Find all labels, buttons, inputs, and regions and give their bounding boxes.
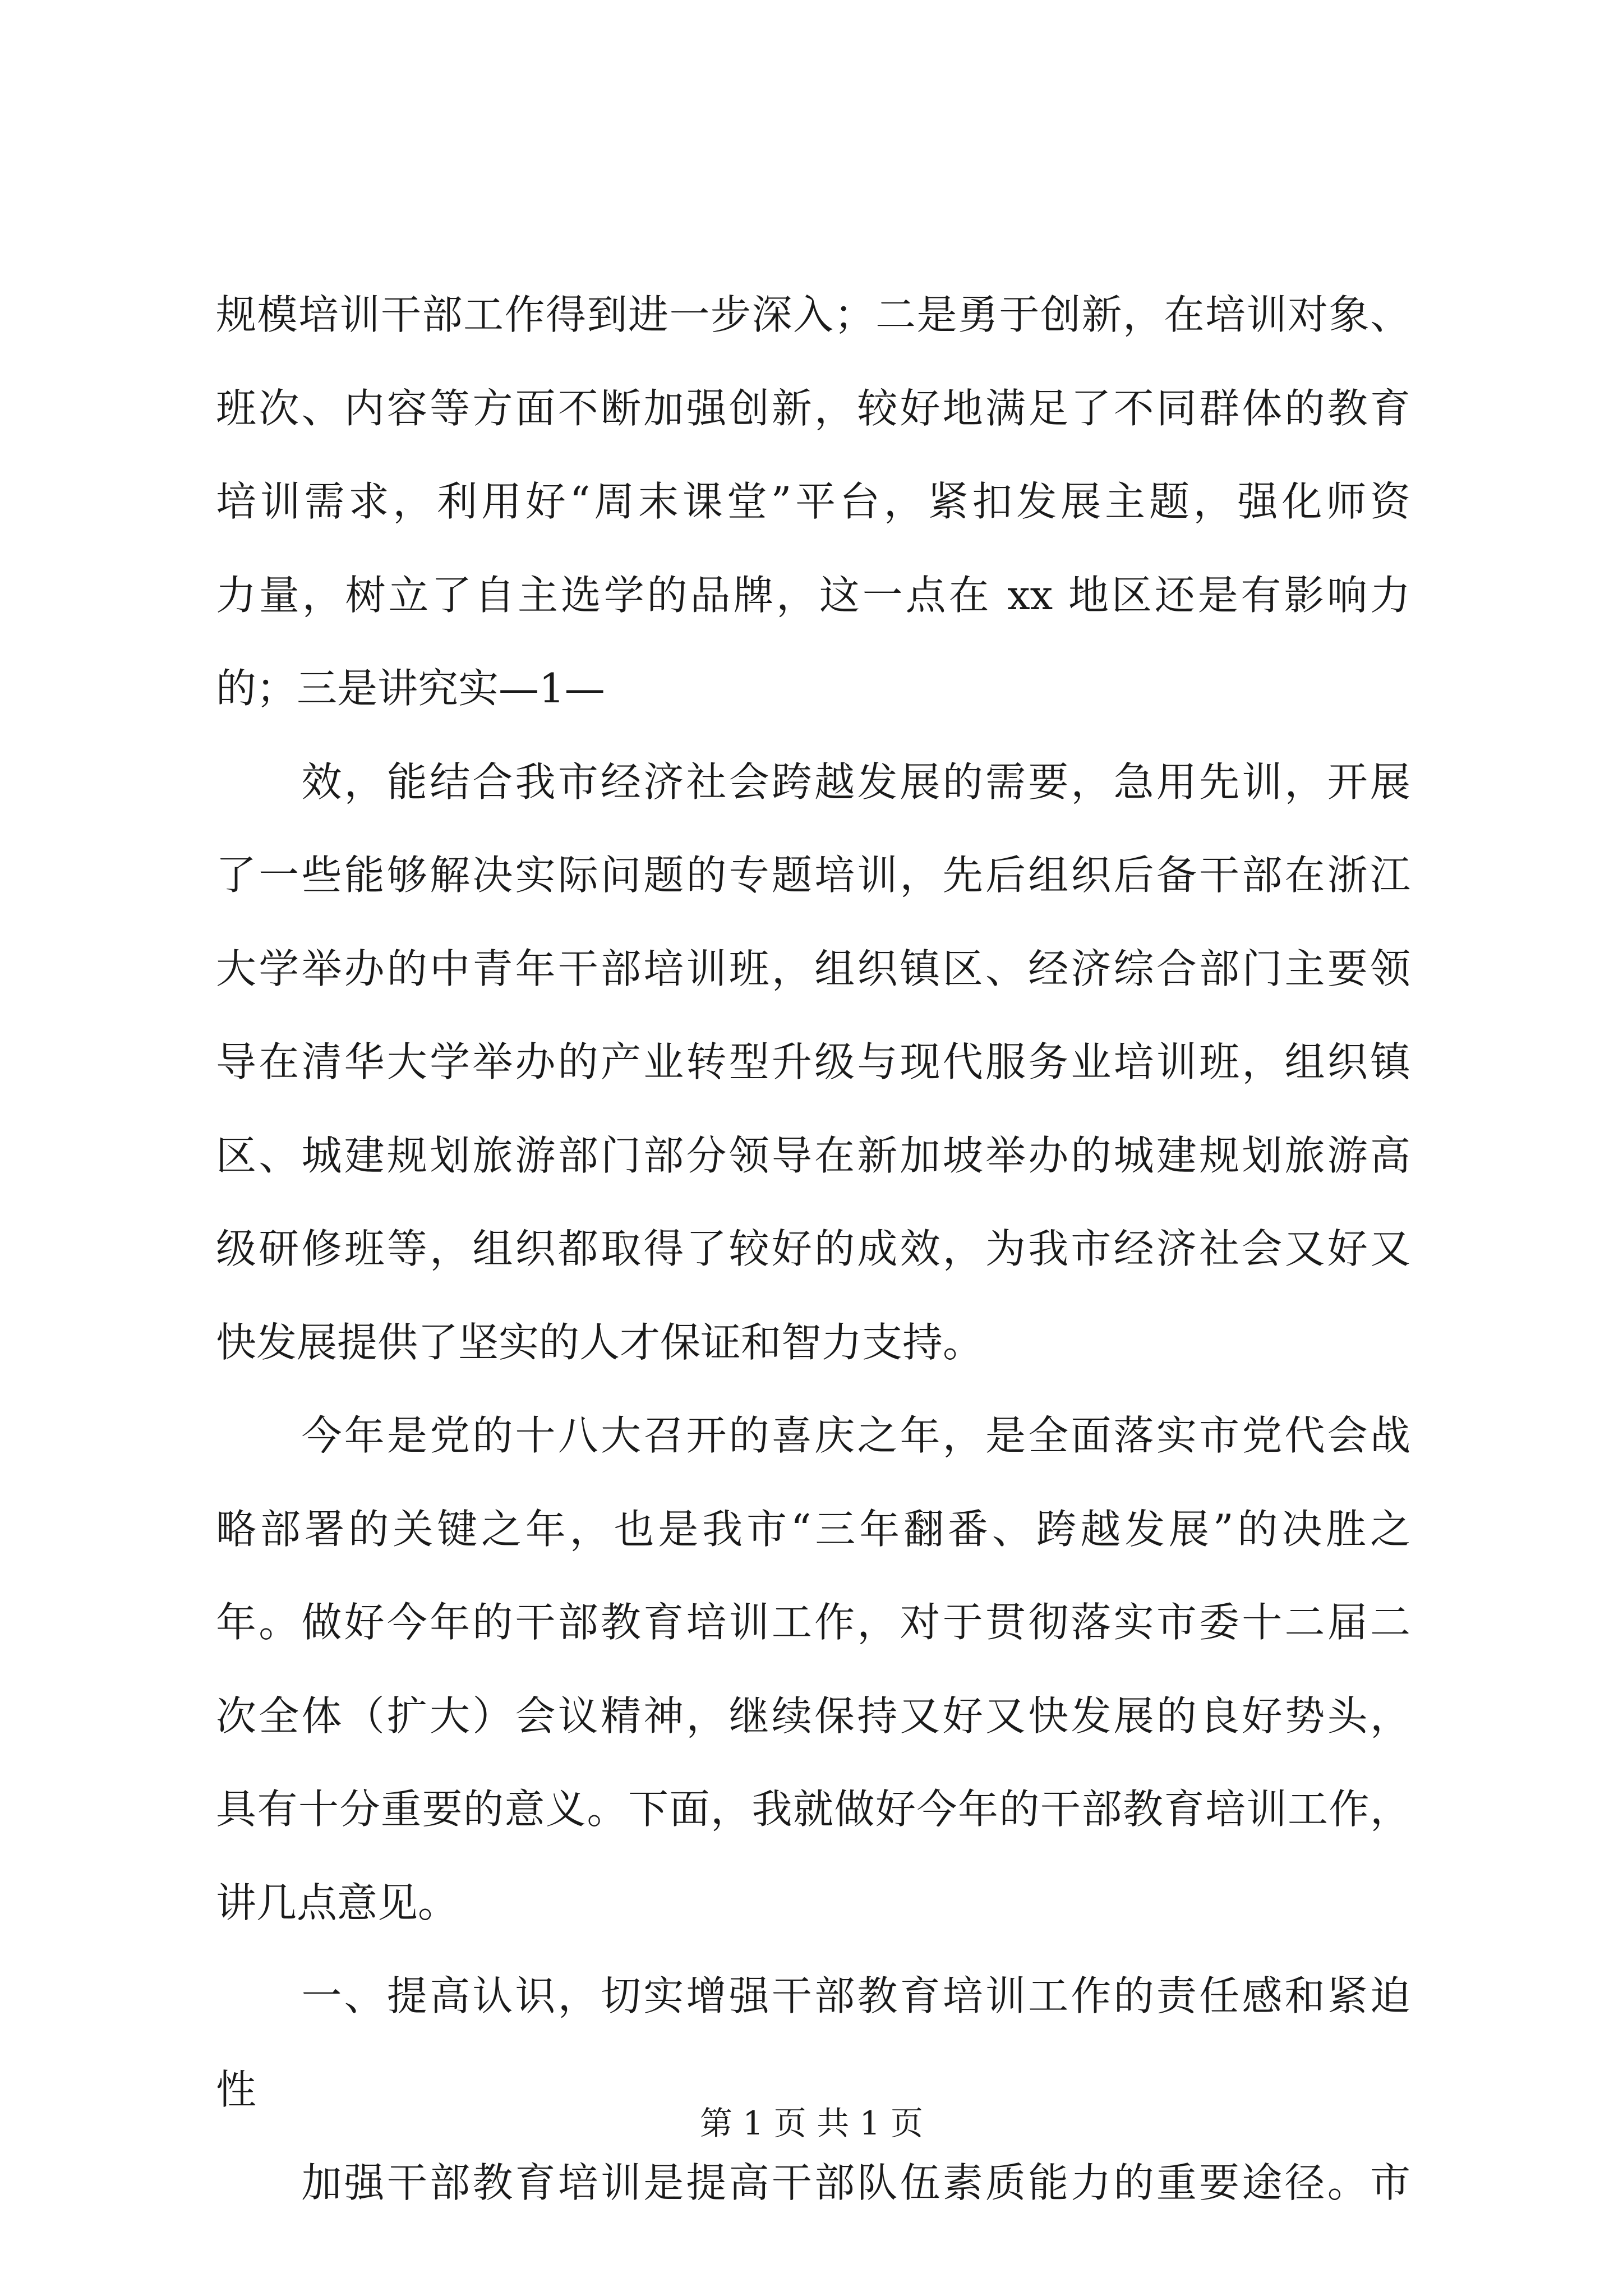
text-line: 效，能结合我市经济社会跨越发展的需要，急用先训，开展 bbox=[216, 758, 1410, 806]
text-line: 今年是党的十八大召开的喜庆之年，是全面落实市党代会战 bbox=[216, 1412, 1410, 1459]
text-line: 规模培训干部工作得到进一步深入；二是勇于创新，在培训对象、 bbox=[216, 291, 1410, 338]
text-line: 区、城建规划旅游部门部分领导在新加坡举办的城建规划旅游高 bbox=[216, 1131, 1410, 1179]
text-line: 导在清华大学举办的产业转型升级与现代服务业培训班，组织镇 bbox=[216, 1038, 1410, 1085]
text-line: 性 bbox=[216, 2065, 257, 2113]
text-line: 级研修班等，组织都取得了较好的成效，为我市经济社会又好又 bbox=[216, 1225, 1410, 1272]
text-line: 略部署的关键之年，也是我市“三年翻番、跨越发展”的决胜之 bbox=[216, 1505, 1410, 1553]
text-line: 一、提高认识，切实增强干部教育培训工作的责任感和紧迫 bbox=[216, 1972, 1410, 2019]
page-footer: 第 1 页 共 1 页 bbox=[700, 2104, 923, 2142]
text-line: 具有十分重要的意义。下面，我就做好今年的干部教育培训工作， bbox=[216, 1786, 1410, 1833]
text-line: 培训需求，利用好“周末课堂”平台，紧扣发展主题，强化师资 bbox=[216, 478, 1410, 525]
text-line: 大学举办的中青年干部培训班，组织镇区、经济综合部门主要领 bbox=[216, 945, 1410, 992]
text-line: 快发展提供了坚实的人才保证和智力支持。 bbox=[216, 1318, 984, 1366]
text-line: 的；三是讲究实—1— bbox=[216, 665, 605, 712]
text-line: 次全体（扩大）会议精神，继续保持又好又快发展的良好势头， bbox=[216, 1692, 1410, 1740]
text-line: 班次、内容等方面不断加强创新，较好地满足了不同群体的教育 bbox=[216, 384, 1410, 432]
text-line: 讲几点意见。 bbox=[216, 1879, 459, 1926]
text-line: 力量，树立了自主选学的品牌，这一点在 xx 地区还是有影响力 bbox=[216, 571, 1410, 619]
text-line: 了一些能够解决实际问题的专题培训，先后组织后备干部在浙江 bbox=[216, 852, 1410, 899]
text-line: 加强干部教育培训是提高干部队伍素质能力的重要途径。市 bbox=[216, 2159, 1410, 2206]
document-body bbox=[216, 268, 1410, 2230]
text-line: 年。做好今年的干部教育培训工作，对于贯彻落实市委十二届二 bbox=[216, 1599, 1410, 1646]
